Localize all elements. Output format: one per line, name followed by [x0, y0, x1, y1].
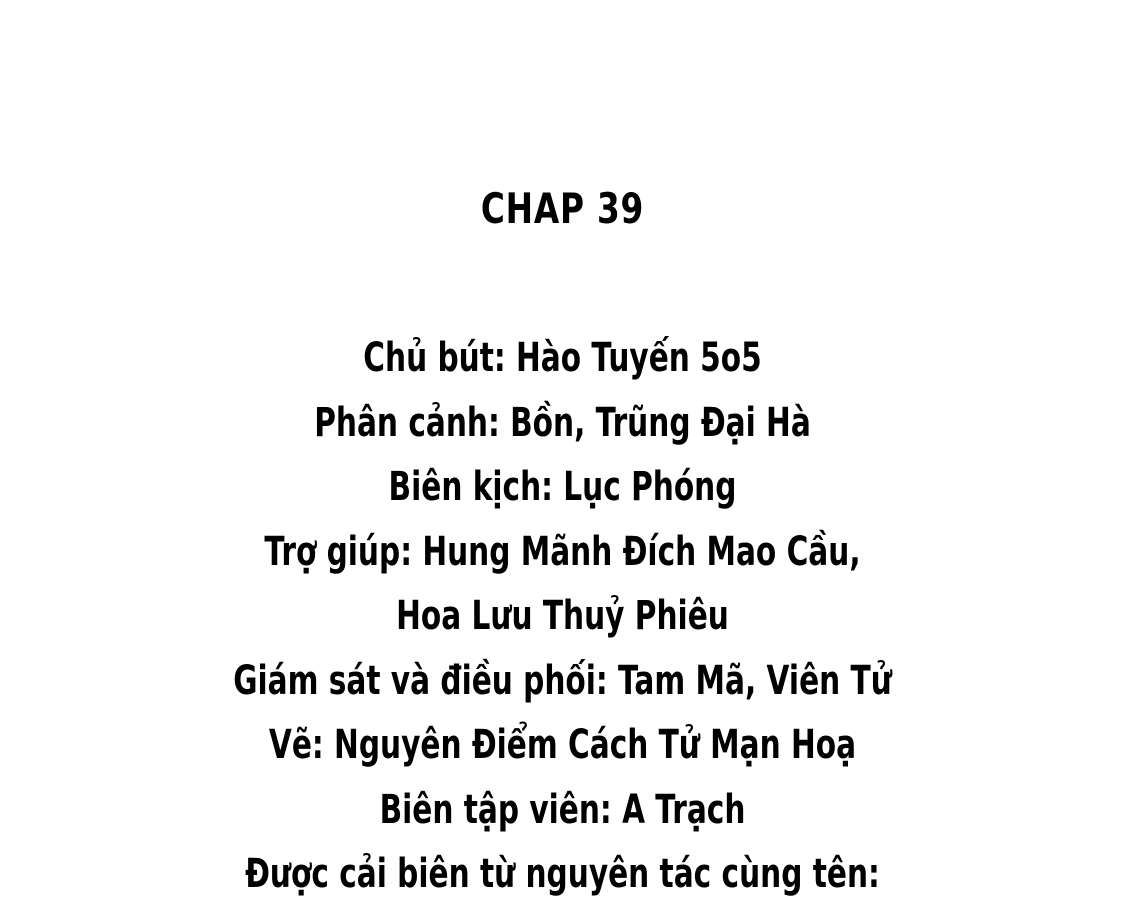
chapter-title: CHAP 39 — [480, 184, 645, 233]
credit-line-screenwriter: Biên kịch: Lục Phóng — [388, 464, 737, 510]
credit-line-assistants-continued: Hoa Lưu Thuỷ Phiêu — [396, 593, 729, 639]
credit-line-adaptation: Được cải biên từ nguyên tác cùng tên: — [245, 851, 880, 897]
credit-line-editor: Biên tập viên: A Trạch — [379, 786, 746, 833]
credit-line-chief-writer: Chủ bút: Hào Tuyến 5o5 — [363, 335, 762, 381]
credits-list — [0, 326, 1125, 900]
credit-line-storyboard: Phân cảnh: Bồn, Trũng Đại Hà — [314, 399, 811, 446]
credit-line-supervision: Giám sát và điều phối: Tam Mã, Viên Tử — [233, 657, 892, 704]
credit-line-artist: Vẽ: Nguyên Điểm Cách Tử Mạn Hoạ — [268, 722, 857, 768]
credit-line-assistants: Trợ giúp: Hung Mãnh Đích Mao Cầu, — [264, 528, 861, 575]
